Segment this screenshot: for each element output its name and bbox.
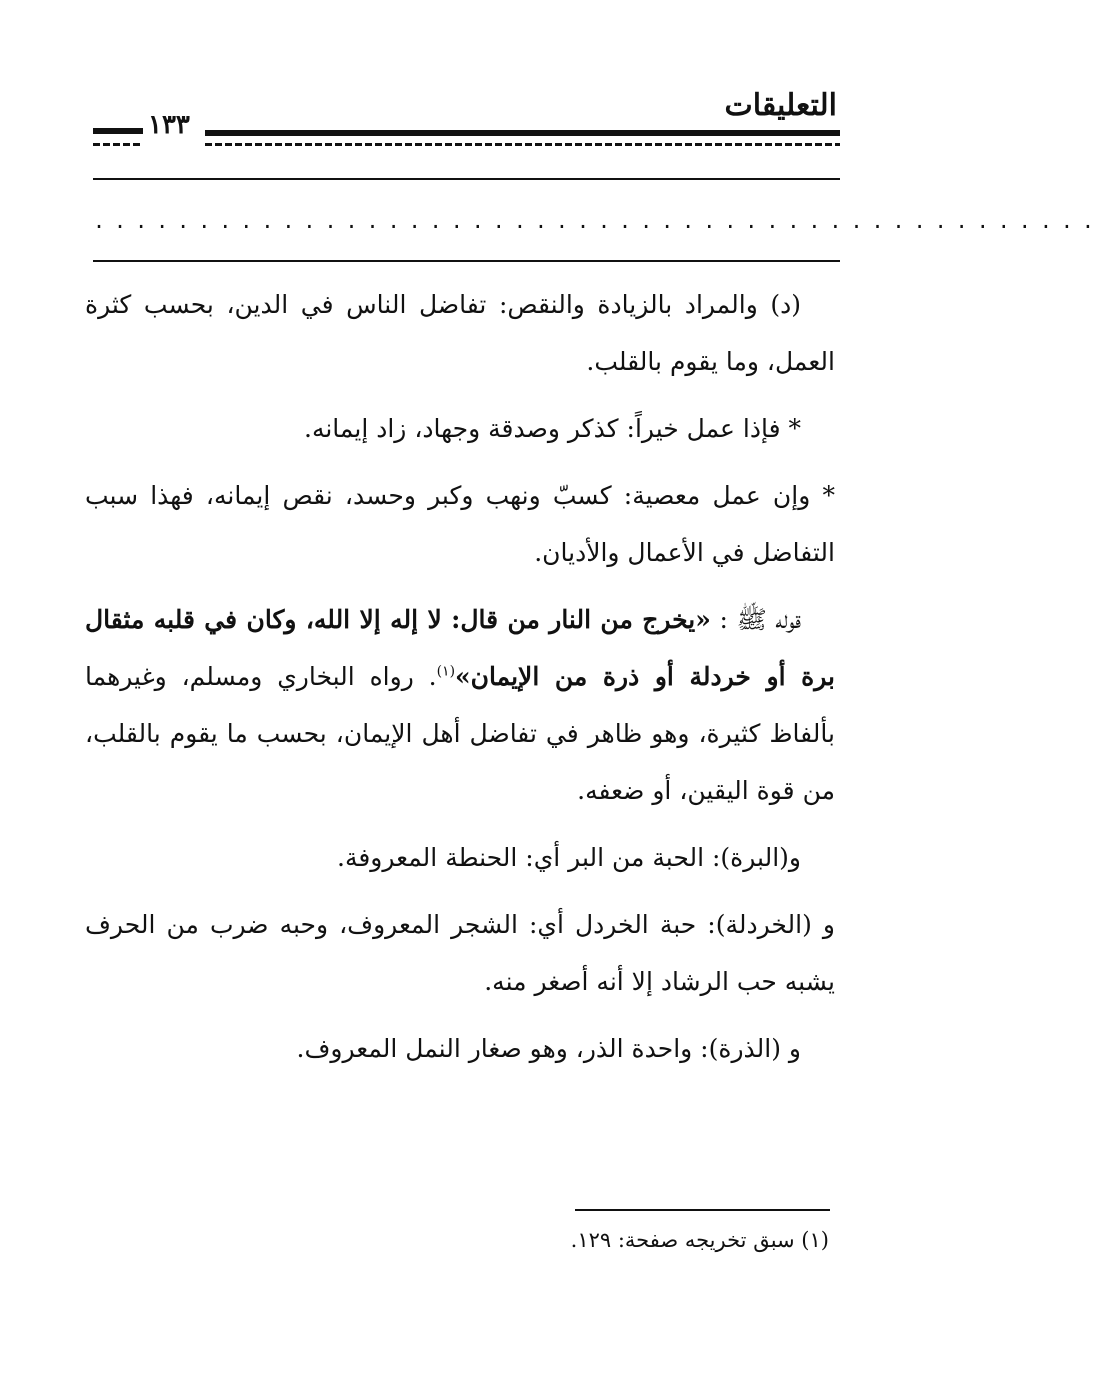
header-rule-right <box>205 130 840 136</box>
header-rule-left <box>93 128 143 134</box>
running-title: التعليقات <box>724 88 837 123</box>
dotted-separator: ................................................ <box>93 209 1103 233</box>
definition-dharra: و (الذرة): واحدة الذر، وهو صغار النمل المعروف. <box>296 1034 801 1063</box>
definition-khardala: و (الخردلة): حبة الخردل أي: الشجر المعروف، وحبه ضرب من الحرف يشبه حب الرشاد إلا أنه أصغر منه. <box>85 910 835 996</box>
hadith-quote: «يخرج من النار من قال: لا إله إلا الله، وكان في قلبه مثقال برة أو خردلة أو ذرة من الإيمان» <box>85 605 835 691</box>
paragraph-sin: * وإن عمل معصية: كسبّ ونهب وكبر وحسد، نقص إيمانه، فهذا سبب التفاضل في الأعمال والأديان. <box>85 481 835 567</box>
paragraph-hadith <box>85 591 835 819</box>
page-number: ١٣٣ <box>148 110 190 140</box>
definition-burra: و(البرة): الحبة من البر أي: الحنطة المعروفة. <box>337 843 801 872</box>
top-separator-rule <box>93 178 840 180</box>
paragraph-increase-decrease: (د) والمراد بالزيادة والنقص: تفاضل الناس في الدين، بحسب كثرة العمل، وما يقوم بالقلب. <box>85 290 835 376</box>
main-text <box>85 276 835 1087</box>
footnote: (١) سبق تخريجه صفحة: ١٢٩. <box>570 1228 829 1252</box>
paragraph-good-deed: * فإذا عمل خيراً: كذكر وصدقة وجهاد، زاد إيمانه. <box>304 414 801 443</box>
hadith-intro: قوله ﷺ : <box>710 605 801 634</box>
footnote-rule <box>575 1209 830 1211</box>
bottom-separator-rule <box>93 260 840 262</box>
footnote-reference: (١) <box>436 663 456 680</box>
header-dashed-rule-right <box>205 143 840 146</box>
hadith-commentary: . رواه البخاري ومسلم، وغيرهما بألفاظ كثيرة، وهو ظاهر في تفاضل أهل الإيمان، بحسب ما يقوم بالقلب، من قوة اليقين، أو ضعفه. <box>85 662 835 805</box>
header-dashed-rule-left <box>93 143 143 146</box>
